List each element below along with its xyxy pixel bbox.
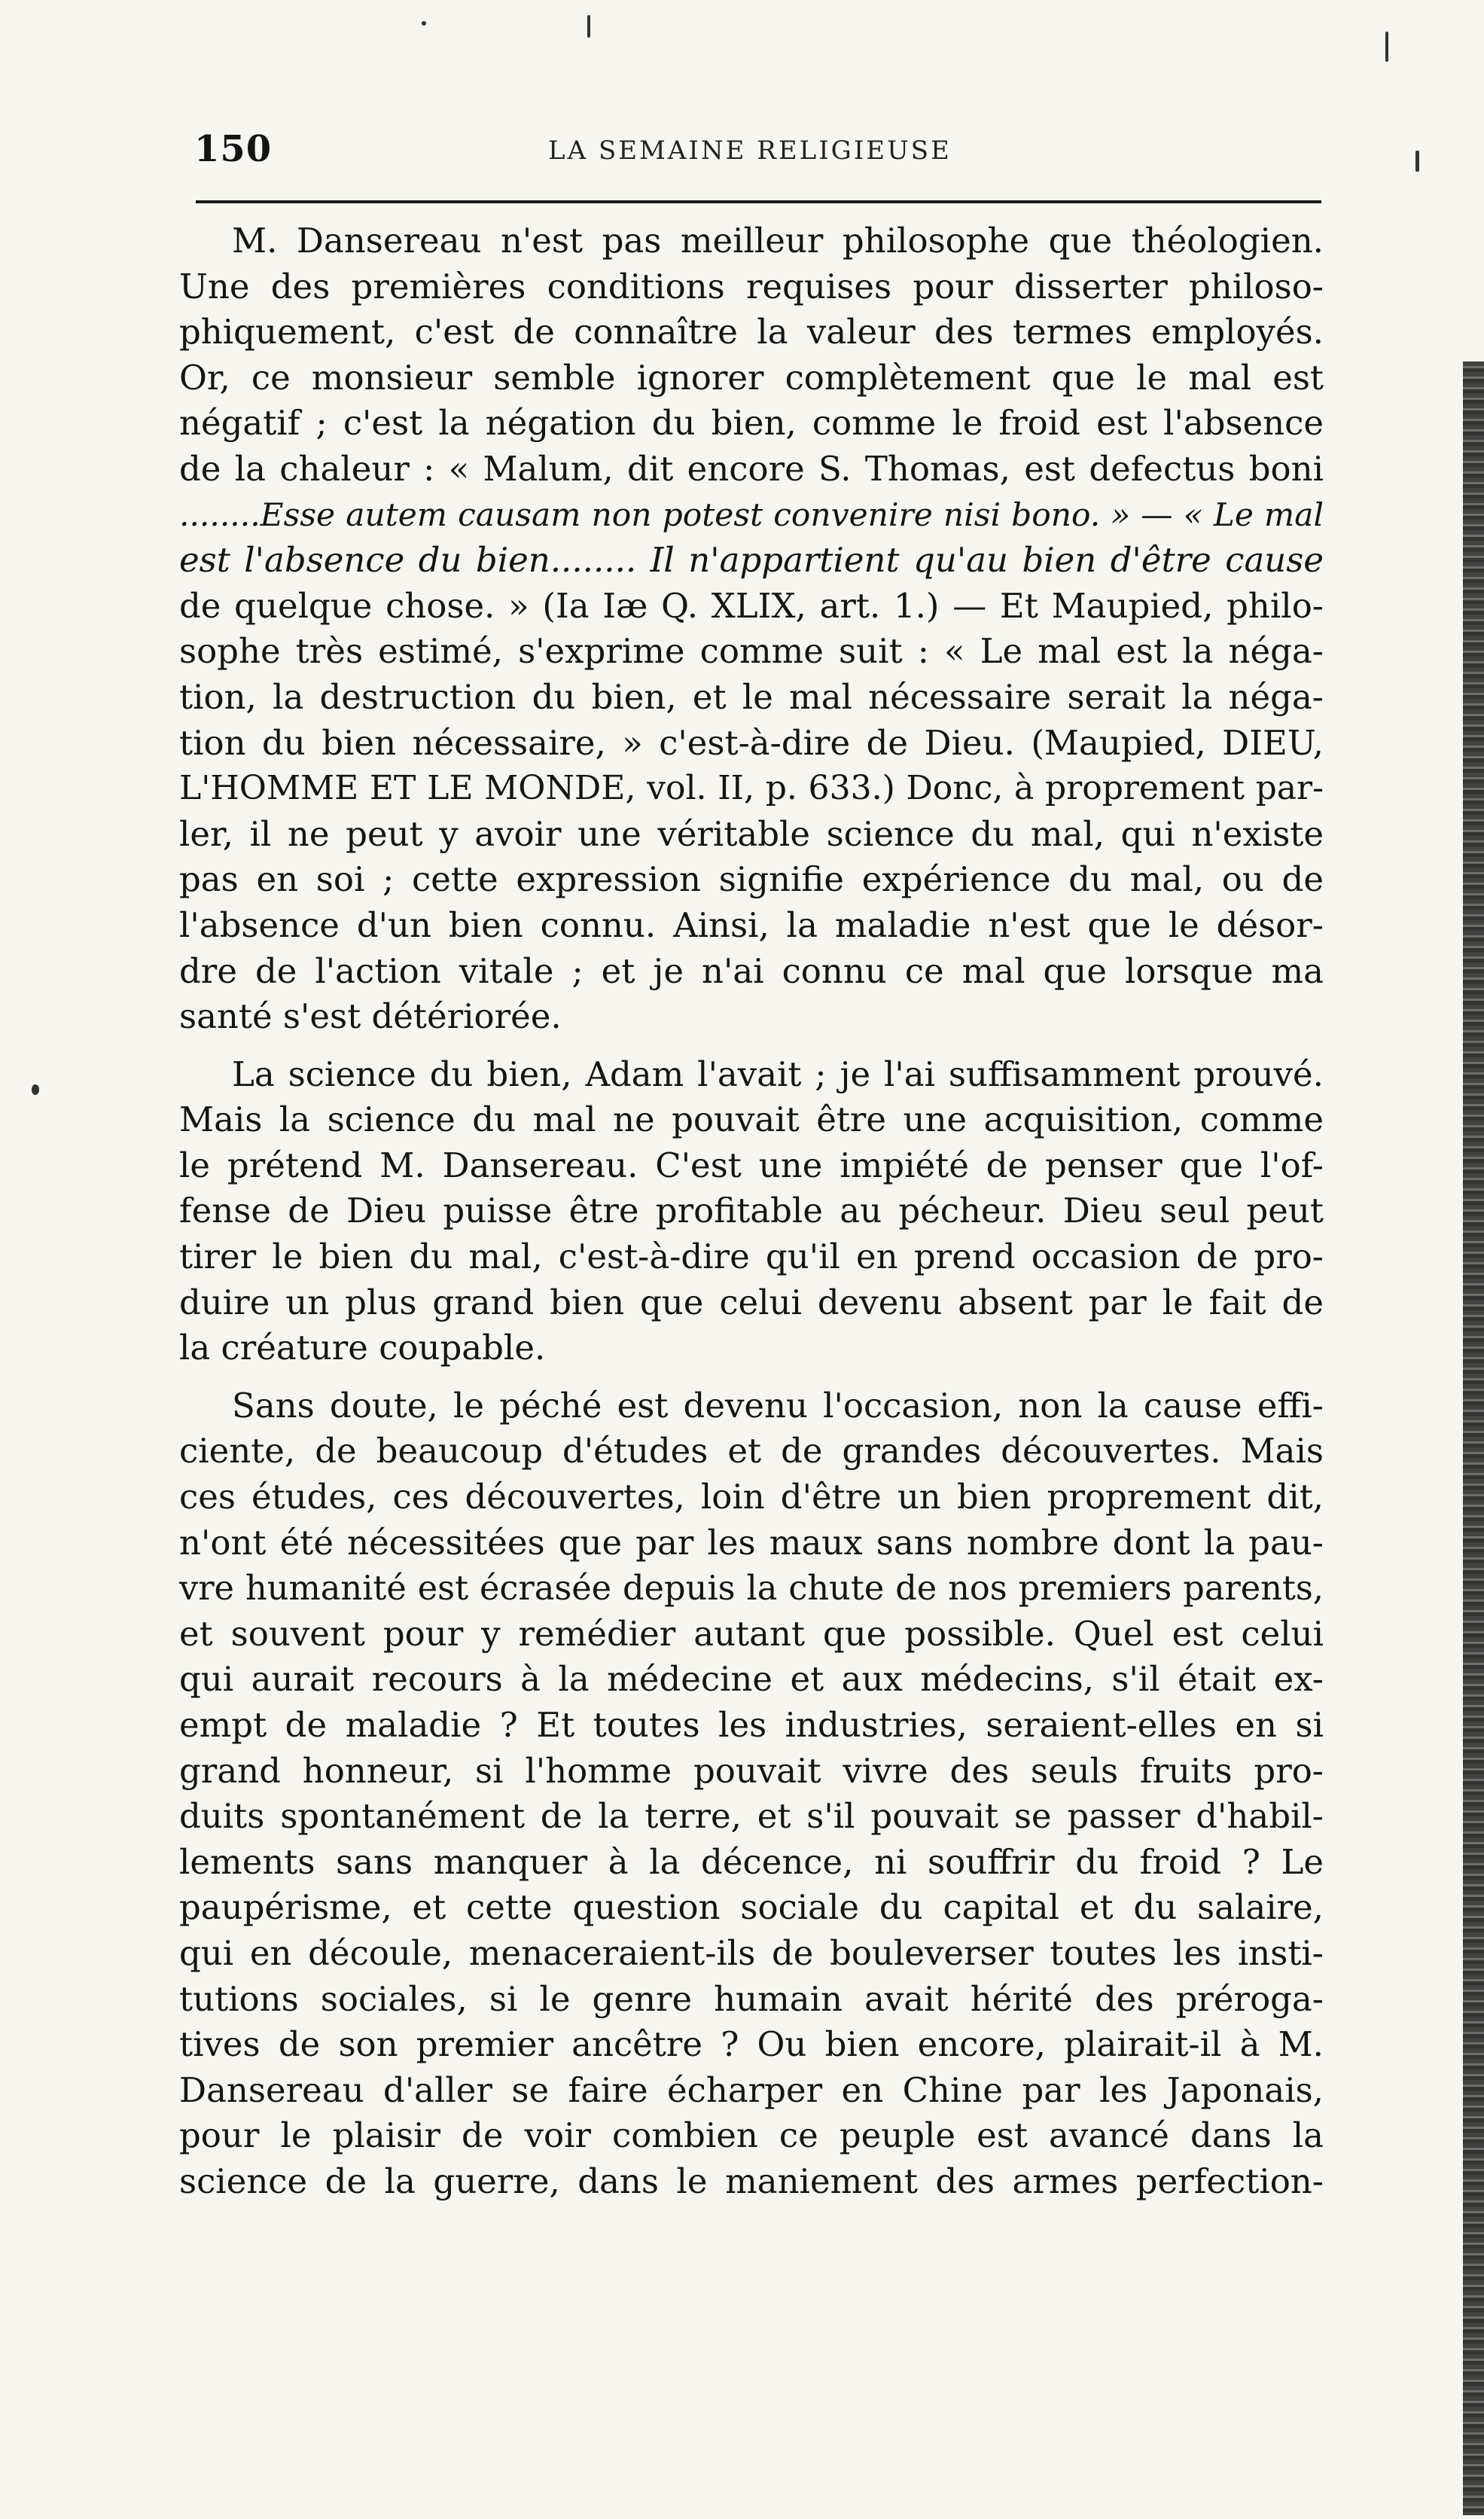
- text-line: L'HOMME ET LE MONDE, vol. II, p. 633.) Donc, à proprement par-: [179, 769, 1324, 808]
- text-line: n'ont été nécessitées que par les maux sans nombre dont la pau-: [179, 1522, 1324, 1563]
- text-line: ler, il ne peut y avoir une véritable science du mal, qui n'existe: [179, 813, 1324, 854]
- text-line: science de la guerre, dans le maniement des armes perfection-: [179, 2161, 1324, 2201]
- text-line: Dansereau d'aller se faire écharper en Chine par les Japonais,: [179, 2069, 1324, 2110]
- text-line: et souvent pour y remédier autant que possible. Quel est celui: [179, 1613, 1324, 1654]
- binding-edge: [1463, 361, 1484, 2515]
- text-line: santé s'est détériorée.: [179, 996, 562, 1037]
- ink-speck: [32, 1084, 39, 1095]
- text-line: sophe très estimé, s'exprime comme suit : « Le mal est la néga-: [179, 631, 1324, 672]
- body-text: [179, 218, 1324, 2205]
- text-line: vre humanité est écrasée depuis la chute de nos premiers parents,: [179, 1569, 1324, 1609]
- text-line: de la chaleur : « Malum, dit encore S. Thomas, est defectus boni: [179, 448, 1324, 489]
- text-line: le prétend M. Dansereau. C'est une impiété de penser que l'of-: [179, 1145, 1324, 1185]
- text-line: tion, la destruction du bien, et le mal nécessaire serait la néga-: [179, 676, 1324, 717]
- page-header: [194, 128, 1324, 181]
- text-line: paupérisme, et cette question sociale du capital et du salaire,: [179, 1887, 1324, 1928]
- text-line: pas en soi ; cette expression signifie expérience du mal, ou de: [179, 859, 1324, 900]
- text-line: négatif ; c'est la négation du bien, comme le froid est l'absence: [179, 403, 1324, 444]
- text-line: La science du bien, Adam l'avait ; je l'ai suffisamment prouvé.: [232, 1054, 1324, 1094]
- text-line: empt de maladie ? Et toutes les industries, seraient-elles en si: [179, 1705, 1324, 1745]
- text-line: tutions sociales, si le genre humain avait hérité des préroga-: [179, 1978, 1324, 2019]
- text-line: ........Esse autem causam non potest convenire nisi bono. » — « Le mal: [179, 496, 1324, 533]
- text-line: phiquement, c'est de connaître la valeur des termes employés.: [179, 312, 1324, 352]
- text-line: Mais la science du mal ne pouvait être une acquisition, comme: [179, 1099, 1324, 1140]
- ink-speck: [587, 15, 590, 38]
- text-line: l'absence d'un bien connu. Ainsi, la maladie n'est que le désor-: [179, 904, 1324, 945]
- ink-speck: [1385, 32, 1388, 62]
- text-line: Sans doute, le péché est devenu l'occasion, non la cause effi-: [232, 1385, 1324, 1426]
- text-line: la créature coupable.: [179, 1328, 546, 1368]
- text-line: ces études, ces découvertes, loin d'être un bien proprement dit,: [179, 1477, 1324, 1517]
- text-line: de quelque chose. » (Ia Iæ Q. XLIX, art. 1.) — Et Maupied, philo-: [179, 585, 1324, 626]
- text-line: duire un plus grand bien que celui devenu absent par le fait de: [179, 1282, 1324, 1322]
- running-head: LA SEMAINE RELIGIEUSE: [548, 136, 952, 166]
- header-rule: [196, 200, 1321, 203]
- text-line: qui aurait recours à la médecine et aux médecins, s'il était ex-: [179, 1659, 1324, 1700]
- text-line: tirer le bien du mal, c'est-à-dire qu'il en prend occasion de pro-: [179, 1237, 1324, 1277]
- text-line: tives de son premier ancêtre ? Ou bien encore, plairait-il à M.: [179, 2024, 1324, 2065]
- text-line: fense de Dieu puisse être profitable au pécheur. Dieu seul peut: [179, 1191, 1324, 1231]
- ink-speck: [1415, 151, 1419, 172]
- text-line: Une des premières conditions requises pour disserter philoso-: [179, 266, 1324, 306]
- text-line: Or, ce monsieur semble ignorer complètement que le mal est: [179, 357, 1324, 398]
- text-line: tion du bien nécessaire, » c'est-à-dire de Dieu. (Maupied, DIEU,: [179, 722, 1324, 763]
- text-line: ciente, de beaucoup d'études et de grandes découvertes. Mais: [179, 1431, 1324, 1471]
- text-line: lements sans manquer à la décence, ni souffrir du froid ? Le: [179, 1841, 1324, 1882]
- text-line: pour le plaisir de voir combien ce peuple est avancé dans la: [179, 2115, 1324, 2156]
- text-line: M. Dansereau n'est pas meilleur philosophe que théologien.: [232, 221, 1324, 261]
- text-line: duits spontanément de la terre, et s'il pouvait se passer d'habil-: [179, 1796, 1324, 1837]
- ink-speck: [422, 21, 426, 26]
- page-number: 150: [194, 128, 273, 170]
- text-line: qui en découle, menaceraient-ils de bouleverser toutes les insti-: [179, 1932, 1324, 1973]
- text-line: dre de l'action vitale ; et je n'ai connu ce mal que lorsque ma: [179, 950, 1324, 991]
- text-line: grand honneur, si l'homme pouvait vivre des seuls fruits pro-: [179, 1750, 1324, 1791]
- text-line: est l'absence du bien........ Il n'appartient qu'au bien d'être cause: [179, 540, 1324, 581]
